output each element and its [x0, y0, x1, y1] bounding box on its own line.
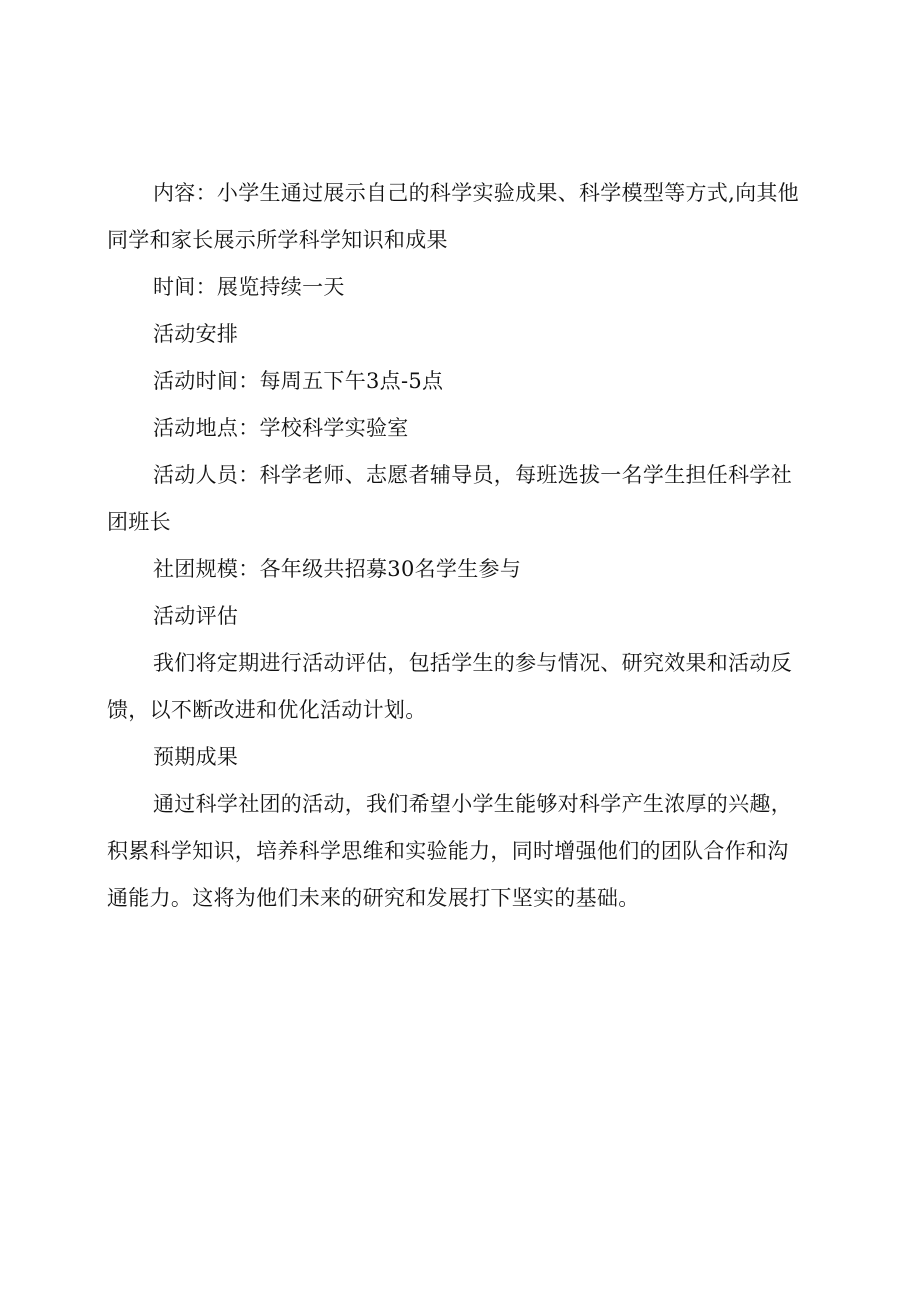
paragraph-time: 时间：展览持续一天	[153, 275, 345, 299]
paragraph-activity-staff: 活动人员：科学老师、志愿者辅导员，每班选拔一名学生担任科学社团班长	[107, 463, 792, 534]
paragraph-expected-results: 通过科学社团的活动，我们希望小学生能够对科学产生浓厚的兴趣，积累科学知识，培养科学思维和实验能力，同时增强他们的团队合作和沟通能力。这将为他们未来的研究和发展打下坚实的基础。	[107, 792, 792, 910]
paragraph-content: 内容：小学生通过展示自己的科学实验成果、科学模型等方式,向其他同学和家长展示所学科学知识和成果	[107, 181, 799, 252]
paragraph-activity-location: 活动地点：学校科学实验室	[153, 416, 409, 440]
document-body	[107, 170, 807, 922]
heading-activity-evaluation: 活动评估	[153, 604, 239, 628]
heading-activity-arrangement: 活动安排	[153, 322, 239, 346]
paragraph-activity-time: 活动时间：每周五下午3点-5点	[153, 369, 444, 393]
paragraph-club-scale: 社团规模：各年级共招募30名学生参与	[153, 557, 522, 581]
heading-expected-results: 预期成果	[153, 745, 239, 769]
paragraph-evaluation: 我们将定期进行活动评估，包括学生的参与情况、研究效果和活动反馈，以不断改进和优化活动计划。	[107, 651, 792, 722]
